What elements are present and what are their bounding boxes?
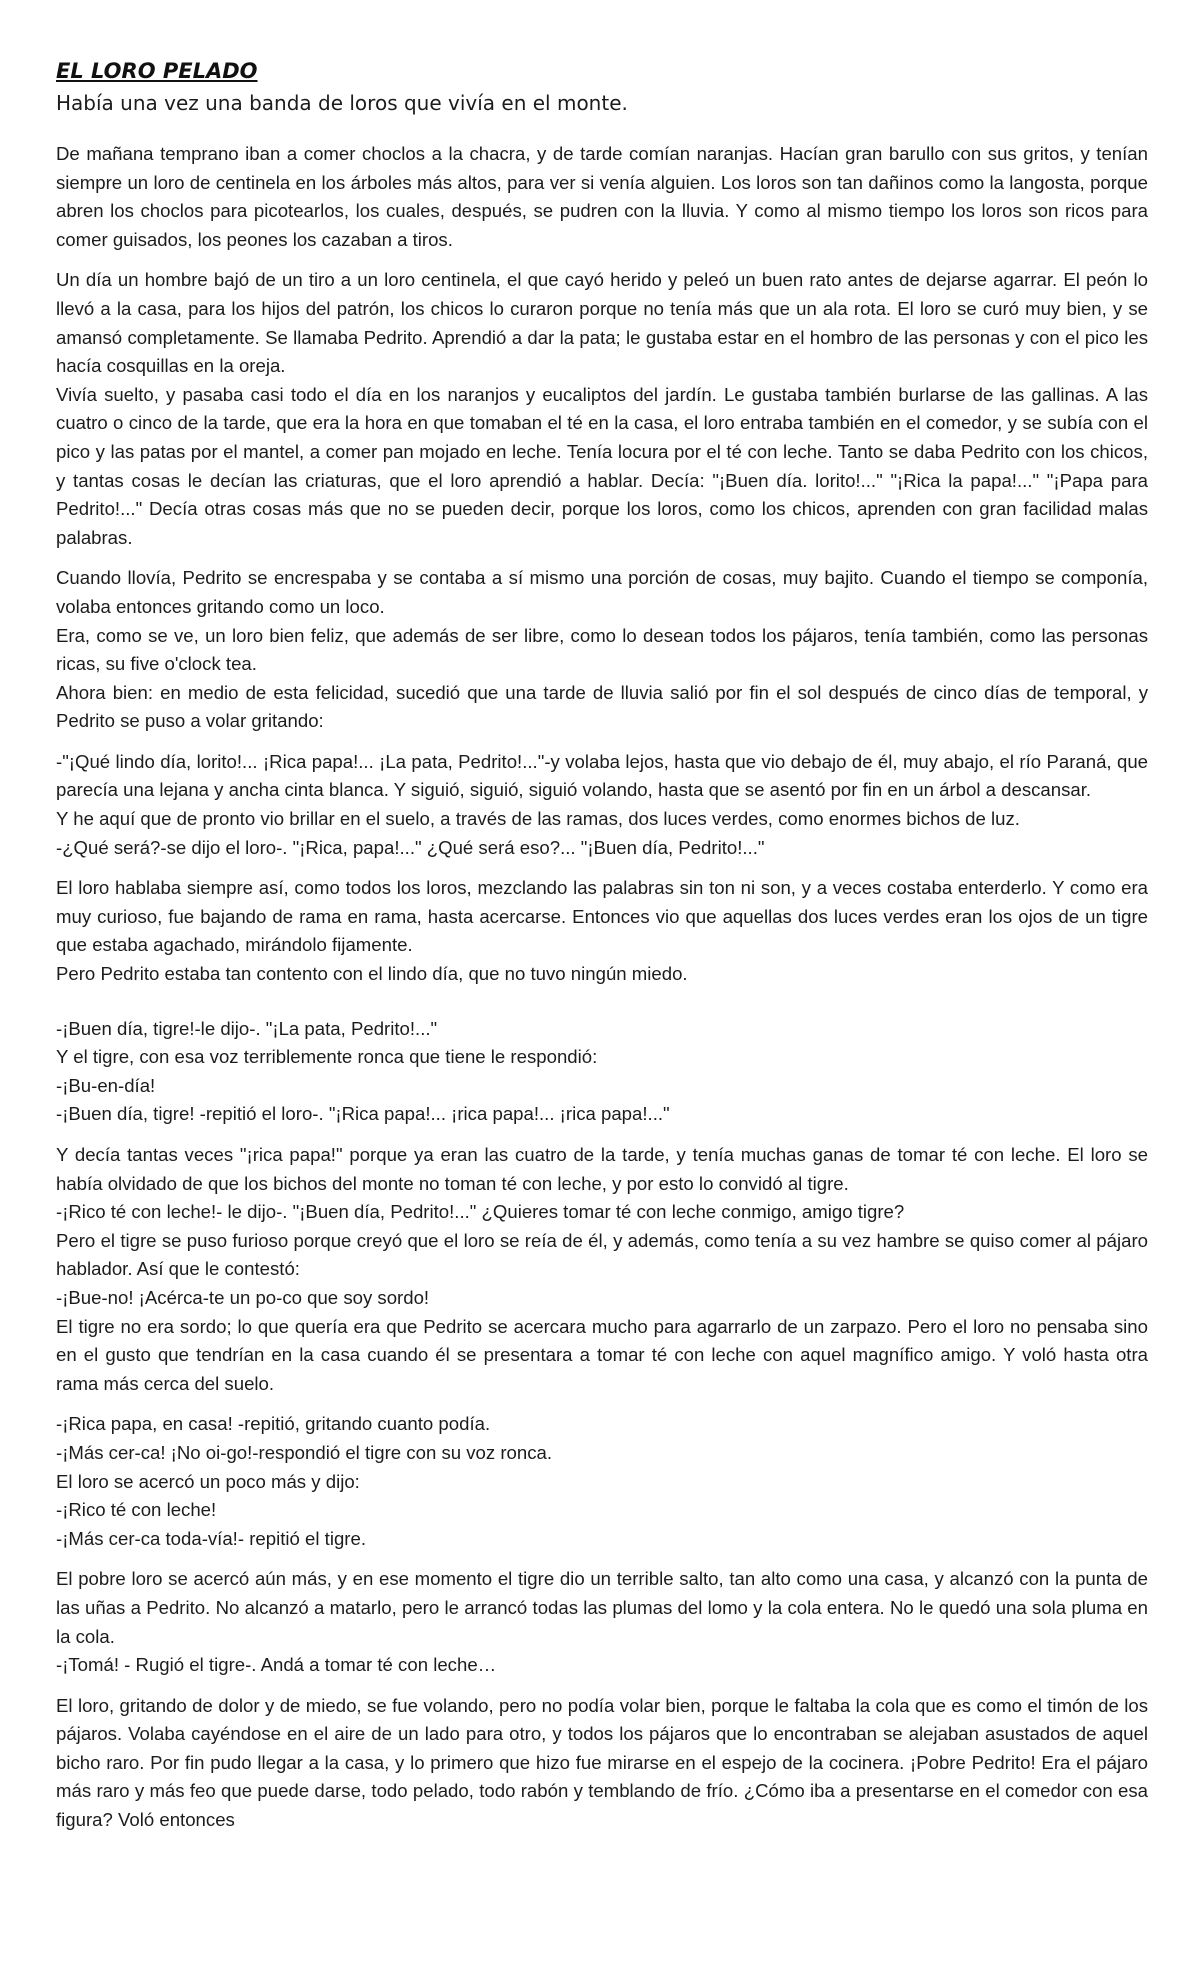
paragraph	[56, 1410, 1148, 1553]
paragraph-line: -¡Más cer-ca! ¡No oi-go!-respondió el tigre con su voz ronca.	[56, 1441, 553, 1463]
paragraph-line: Pero Pedrito estaba tan contento con el lindo día, que no tuvo ningún miedo.	[56, 963, 688, 985]
paragraph-line: -¡Buen día, tigre! -repitió el loro-. "¡Rica papa!... ¡rica papa!... ¡rica papa!..."	[56, 1103, 670, 1125]
paragraph	[56, 748, 1148, 862]
paragraph-line: -¡Más cer-ca toda-vía!- repitió el tigre.	[56, 1527, 366, 1549]
paragraph	[56, 1141, 1148, 1398]
paragraph	[56, 874, 1148, 988]
paragraph-line: Un día un hombre bajó de un tiro a un loro centinela, el que cayó herido y peleó un buen rato antes de dejarse agarrar. El peón lo llevó a la casa, para los hijos del patrón, los chicos lo curaron porque no tenía más que un ala rota. El loro se curó muy bien, y se amansó completamente. Se llamaba Pedrito. Aprendió a dar la pata; le gustaba estar en el hombro de las personas y con el pico les hacía cosquillas en la oreja.	[56, 269, 1148, 377]
paragraph-line: Pero el tigre se puso furioso porque creyó que el loro se reía de él, y además, como tenía a su vez hambre se quiso comer al pájaro hablador. Así que le contestó:	[56, 1229, 1148, 1280]
paragraph-line: El loro hablaba siempre así, como todos los loros, mezclando las palabras sin ton ni son, y a veces costaba enterderlo. Y como era muy curioso, fue bajando de rama en rama, hasta acercarse. Entonces vio que aquellas dos luces verdes eran los ojos de un tigre que estaba agachado, mirándolo fijamente.	[56, 877, 1148, 956]
paragraph-line: Era, como se ve, un loro bien feliz, que además de ser libre, como lo desean todos los pájaros, tenía también, como las personas ricas, su five o'clock tea.	[56, 624, 1148, 675]
paragraph	[56, 1015, 1148, 1129]
paragraph-line: Ahora bien: en medio de esta felicidad, sucedió que una tarde de lluvia salió por fin el sol después de cinco días de temporal, y Pedrito se puso a volar gritando:	[56, 681, 1148, 732]
paragraph-line: -¡Bu-en-día!	[56, 1074, 156, 1096]
paragraph-line: -¿Qué será?-se dijo el loro-. "¡Rica, papa!..." ¿Qué será eso?... "¡Buen día, Pedrito!..."	[56, 836, 765, 858]
paragraph-line: De mañana temprano iban a comer choclos a la chacra, y de tarde comían naranjas. Hacían gran barullo con sus gritos, y tenían siempre un loro de centinela en los árboles más altos, para ver si venía alguien. Los loros son tan dañinos como la langosta, porque abren los choclos para picotearlos, los cuales, después, se pudren con la lluvia. Y como al mismo tiempo los loros son ricos para comer guisados, los peones los cazaban a tiros.	[56, 143, 1148, 250]
paragraph-line: -¡Rico té con leche!- le dijo-. "¡Buen día, Pedrito!..." ¿Quieres tomar té con leche conmigo, amigo tigre?	[56, 1201, 905, 1223]
document-subtitle: Había una vez una banda de loros que vivía en el monte.	[56, 91, 628, 115]
paragraph-line: -"¡Qué lindo día, lorito!... ¡Rica papa!... ¡La pata, Pedrito!..."-y volaba lejos, hasta que vio debajo de él, muy abajo, el río Paraná, que parecía una lejana y ancha cinta blanca. Y siguió, siguió, siguió volando, hasta que se asentó por fin en un árbol a descansar.	[56, 750, 1148, 801]
document-title: EL LORO PELADO	[56, 59, 258, 83]
document-body	[56, 140, 1148, 1835]
paragraph-line: El pobre loro se acercó aún más, y en ese momento el tigre dio un terrible salto, tan alto como una casa, y alcanzó con la punta de las uñas a Pedrito. No alcanzó a matarlo, pero le arrancó todas las plumas del lomo y la cola entera. No le quedó una sola pluma en la cola.	[56, 1568, 1148, 1647]
paragraph-line: Y decía tantas veces "¡rica papa!" porque ya eran las cuatro de la tarde, y tenía muchas ganas de tomar té con leche. El loro se había olvidado de que los bichos del monte no toman té con leche, y por esto lo convidó al tigre.	[56, 1144, 1148, 1194]
document-page	[56, 56, 1148, 1847]
paragraph-line: -¡Bue-no! ¡Acérca-te un po-co que soy sordo!	[56, 1286, 430, 1308]
paragraph	[56, 1692, 1148, 1835]
paragraph-line: -¡Rico té con leche!	[56, 1499, 217, 1521]
paragraph-line: Cuando llovía, Pedrito se encrespaba y se contaba a sí mismo una porción de cosas, muy bajito. Cuando el tiempo se componía, volaba entonces gritando como un loco.	[56, 567, 1148, 617]
paragraph-line: -¡Buen día, tigre!-le dijo-. "¡La pata, Pedrito!..."	[56, 1017, 438, 1039]
paragraph-line: Y el tigre, con esa voz terriblemente ronca que tiene le respondió:	[56, 1046, 598, 1068]
paragraph	[56, 140, 1148, 254]
paragraph-line: El loro, gritando de dolor y de miedo, se fue volando, pero no podía volar bien, porque le faltaba la cola que es como el timón de los pájaros. Volaba cayéndose en el aire de un lado para otro, y todos los pájaros que lo encontraban se alejaban asustados de aquel bicho raro. Por fin pudo llegar a la casa, y lo primero que hizo fue mirarse en el espejo de la cocinera. ¡Pobre Pedrito! Era el pájaro más raro y más feo que puede darse, todo pelado, todo rabón y temblando de frío. ¿Cómo iba a presentarse en el comedor con esa figura? Voló entonces	[56, 1694, 1148, 1831]
paragraph-line: El tigre no era sordo; lo que quería era que Pedrito se acercara mucho para agarrarlo de un zarpazo. Pero el loro no pensaba sino en el gusto que tendrían en la casa cuando él se presentara a tomar té con leche con aquel magnífico amigo. Y voló hasta otra rama más cerca del suelo.	[56, 1315, 1148, 1394]
paragraph-line: -¡Tomá! - Rugió el tigre-. Andá a tomar té con leche…	[56, 1654, 497, 1676]
paragraph	[56, 1565, 1148, 1679]
paragraph-line: El loro se acercó un poco más y dijo:	[56, 1470, 360, 1492]
paragraph	[56, 564, 1148, 736]
paragraph-line: Vivía suelto, y pasaba casi todo el día en los naranjos y eucaliptos del jardín. Le gustaba también burlarse de las gallinas. A las cuatro o cinco de la tarde, que era la hora en que tomaban el té en la casa, el loro entraba también en el comedor, y se subía con el pico y las patas por el mantel, a comer pan mojado en leche. Tenía locura por el té con leche. Tanto se daba Pedrito con los chicos, y tantas cosas le decían las criaturas, que el loro aprendió a hablar. Decía: "¡Buen día. lorito!..." "¡Rica la papa!..." "¡Papa para Pedrito!..." Decía otras cosas más que no se pueden decir, porque los loros, como los chicos, aprenden con gran facilidad malas palabras.	[56, 383, 1148, 548]
paragraph	[56, 266, 1148, 552]
paragraph-line: -¡Rica papa, en casa! -repitió, gritando cuanto podía.	[56, 1413, 491, 1435]
paragraph-line: Y he aquí que de pronto vio brillar en el suelo, a través de las ramas, dos luces verdes, como enormes bichos de luz.	[56, 808, 1020, 830]
